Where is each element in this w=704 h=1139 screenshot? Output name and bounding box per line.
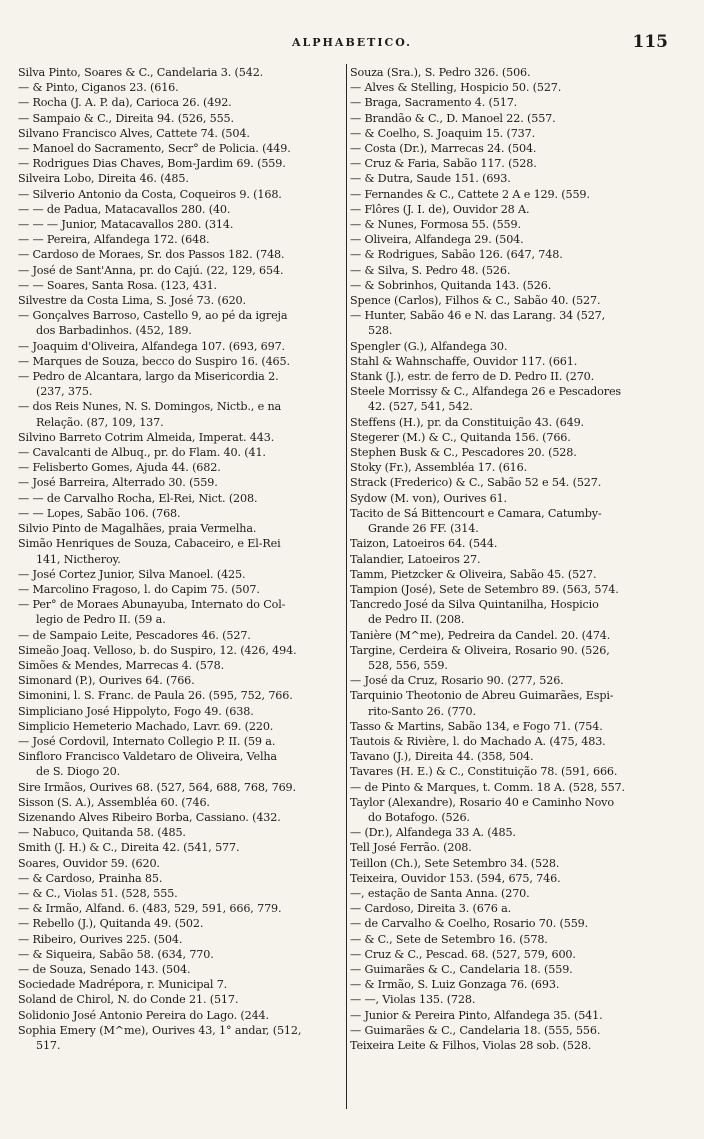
directory-entry <box>350 992 682 1007</box>
directory-entry <box>350 202 682 217</box>
directory-entry <box>350 1038 682 1053</box>
directory-entry <box>18 263 345 278</box>
entry-text: Sire Irmãos, Ourives 68. (527, 564, 688, 768, 769. <box>18 780 296 794</box>
entry-text: Soland de Chirol, N. do Conde 21. (517. <box>18 993 239 1007</box>
column-divider <box>346 64 347 1109</box>
entry-text: — — Lopes, Sabão 106. (768. <box>18 506 181 520</box>
entry-text: Taylor (Alexandre), Rosario 40 e Caminho Novo <box>350 795 614 809</box>
entry-text: — Cardoso, Direita 3. (676 a. <box>350 902 512 916</box>
entry-text: Silvino Barreto Cotrim Almeida, Imperat. 443. <box>18 430 275 444</box>
directory-entry <box>350 80 682 95</box>
entry-text: Strack (Frederico) & C., Sabão 52 e 54. (527. <box>350 476 602 490</box>
directory-entry <box>18 947 345 962</box>
directory-entry <box>350 977 682 992</box>
entry-text: Targine, Cerdeira & Oliveira, Rosario 90. (526, <box>350 643 610 657</box>
entry-text: Tarquinio Theotonio de Abreu Guimarães, Espi- <box>350 689 614 703</box>
entry-text: — Gonçalves Barroso, Castello 9, ao pé da igreja <box>18 309 288 323</box>
entry-continuation: (237, 375. <box>36 385 93 399</box>
entry-text: Sinfloro Francisco Valdetaro de Oliveira, Velha <box>18 750 277 764</box>
directory-entry <box>350 171 682 186</box>
directory-entry <box>18 308 345 338</box>
entry-text: — Silverio Antonio da Costa, Coqueiros 9. (168. <box>18 187 282 201</box>
directory-entry <box>350 628 682 643</box>
entry-text: — Junior & Pereira Pinto, Alfandega 35. (541. <box>350 1008 603 1022</box>
entry-text: — Alves & Stelling, Hospicio 50. (527. <box>350 81 562 95</box>
directory-entry <box>18 187 345 202</box>
entry-text: Tavares (H. E.) & C., Constituição 78. (591, 666. <box>350 765 618 779</box>
entry-continuation: 517. <box>36 1039 61 1052</box>
directory-entry <box>350 871 682 886</box>
directory-entry <box>18 95 345 110</box>
entry-text: — & Silva, S. Pedro 48. (526. <box>350 263 511 277</box>
entry-text: Simeão Joaq. Velloso, b. do Suspiro, 12. (426, 494. <box>18 643 297 657</box>
entry-text: Sizenando Alves Ribeiro Borba, Cassiano. (432. <box>18 810 281 824</box>
directory-entry <box>350 916 682 931</box>
entry-text: Simonard (P.), Ourives 64. (766. <box>18 674 195 688</box>
directory-entry <box>18 734 345 749</box>
directory-entry <box>18 399 345 429</box>
directory-entry <box>18 673 345 688</box>
directory-entry <box>18 962 345 977</box>
entry-text: Silveira Lobo, Direita 46. (485. <box>18 172 189 186</box>
entry-text: Teixeira Leite & Filhos, Violas 28 sob. (528. <box>350 1039 592 1052</box>
directory-entry <box>350 552 682 567</box>
entry-text: Spengler (G.), Alfandega 30. <box>350 339 508 353</box>
directory-entry <box>18 597 345 627</box>
entry-text: — Guimarães & C., Candelaria 18. (555, 556. <box>350 1023 601 1037</box>
directory-entry <box>350 415 682 430</box>
directory-entry <box>18 202 345 217</box>
entry-text: Taizon, Latoeiros 64. (544. <box>350 537 498 551</box>
entry-text: Tavano (J.), Direita 44. (358, 504. <box>350 750 534 764</box>
entry-text: Tasso & Martins, Sabão 134, e Fogo 71. (754. <box>350 719 603 733</box>
directory-entry <box>18 171 345 186</box>
directory-entry <box>350 856 682 871</box>
directory-entry <box>18 825 345 840</box>
entry-text: Soares, Ouvidor 59. (620. <box>18 856 160 870</box>
entry-text: Spence (Carlos), Filhos & C., Sabão 40. (527. <box>350 294 601 308</box>
entry-text: — Guimarães & C., Candelaria 18. (559. <box>350 962 573 976</box>
entry-continuation: rito-Santo 26. (770. <box>368 704 476 718</box>
entry-text: — & C., Sete de Setembro 16. (578. <box>350 932 548 946</box>
directory-entry <box>18 886 345 901</box>
directory-entry <box>18 658 345 673</box>
directory-entry <box>18 795 345 810</box>
directory-entry <box>350 734 682 749</box>
entry-text: — José de Sant'Anna, pr. do Cajú. (22, 129, 654. <box>18 263 284 277</box>
entry-text: — — de Padua, Matacavallos 280. (40. <box>18 202 231 216</box>
entry-text: —, estação de Santa Anna. (270. <box>350 886 530 900</box>
entry-text: Simplicio Hemeterio Machado, Lavr. 69. (220. <box>18 719 274 733</box>
entry-text: — Cardoso de Moraes, Sr. dos Passos 182. (748. <box>18 248 285 262</box>
directory-entry <box>350 764 682 779</box>
entry-text: — Cruz & C., Pescad. 68. (527, 579, 600. <box>350 947 576 961</box>
entry-text: — Sampaio & C., Direita 94. (526, 555. <box>18 111 234 125</box>
directory-entry <box>350 247 682 262</box>
entry-text: — José da Cruz, Rosario 90. (277, 526. <box>350 674 564 688</box>
entry-text: — (Dr.), Alfandega 33 A. (485. <box>350 826 516 840</box>
directory-entry <box>350 840 682 855</box>
entry-text: Simões & Mendes, Marrecas 4. (578. <box>18 658 225 672</box>
entry-text: — Braga, Sacramento 4. (517. <box>350 96 518 110</box>
entry-text: Stahl & Wahnschaffe, Ouvidor 117. (661. <box>350 354 578 368</box>
entry-continuation: 528. <box>368 324 393 338</box>
entry-text: Stephen Busk & C., Pescadores 20. (528. <box>350 446 577 460</box>
entry-text: Souza (Sra.), S. Pedro 326. (506. <box>350 66 531 79</box>
directory-entry <box>350 886 682 901</box>
entry-continuation: do Botafogo. (526. <box>368 810 470 824</box>
directory-entry <box>350 369 682 384</box>
entry-text: — de Souza, Senado 143. (504. <box>18 962 191 976</box>
directory-entry <box>350 688 682 718</box>
directory-entry <box>18 445 345 460</box>
entry-text: — Ribeiro, Ourives 225. (504. <box>18 932 183 946</box>
directory-entry <box>18 643 345 658</box>
directory-entry <box>18 430 345 445</box>
directory-entry <box>18 1008 345 1023</box>
entry-text: — & Nunes, Formosa 55. (559. <box>350 218 521 232</box>
directory-entry <box>350 156 682 171</box>
entry-text: — Cavalcanti de Albuq., pr. do Flam. 40. (41. <box>18 446 266 460</box>
entry-text: Tautois & Rivière, l. do Machado A. (475, 483. <box>350 734 606 748</box>
entry-text: — Hunter, Sabão 46 e N. das Larang. 34 (527, <box>350 309 606 323</box>
entry-text: Tacito de Sá Bittencourt e Camara, Catumby- <box>350 506 602 520</box>
directory-entry <box>350 901 682 916</box>
entry-text: — Oliveira, Alfandega 29. (504. <box>350 233 524 247</box>
entry-continuation: dos Barbadinhos. (452, 189. <box>36 324 192 338</box>
entry-text: Silvano Francisco Alves, Cattete 74. (504. <box>18 126 250 140</box>
directory-entry <box>350 430 682 445</box>
directory-entry <box>350 719 682 734</box>
entry-text: — — Pereira, Alfandega 172. (648. <box>18 233 210 247</box>
entry-text: — José Cortez Junior, Silva Manoel. (425. <box>18 567 246 581</box>
entry-text: Stegerer (M.) & C., Quitanda 156. (766. <box>350 430 571 444</box>
directory-entry <box>350 491 682 506</box>
entry-text: — José Cordovil, Internato Collegio P. II. (59 a. <box>18 734 276 748</box>
directory-entry <box>350 445 682 460</box>
directory-entry <box>18 232 345 247</box>
entry-text: Stank (J.), estr. de ferro de D. Pedro II. (270. <box>350 370 595 384</box>
entry-continuation: de S. Diogo 20. <box>36 765 120 779</box>
directory-entry <box>18 536 345 566</box>
entry-text: — & Irmão, Alfand. 6. (483, 529, 591, 666, 779. <box>18 902 282 916</box>
directory-entry <box>18 628 345 643</box>
entry-text: — de Carvalho & Coelho, Rosario 70. (559. <box>350 917 589 931</box>
directory-entry <box>350 278 682 293</box>
directory-entry <box>18 719 345 734</box>
entry-text: — & Pinto, Ciganos 23. (616. <box>18 81 179 95</box>
directory-entry <box>350 95 682 110</box>
directory-entry <box>18 521 345 536</box>
directory-entry <box>350 947 682 962</box>
directory-entry <box>18 293 345 308</box>
directory-entry <box>350 932 682 947</box>
directory-entry <box>350 1008 682 1023</box>
directory-entry <box>350 217 682 232</box>
directory-entry <box>350 141 682 156</box>
entry-text: — & Irmão, S. Luiz Gonzaga 76. (693. <box>350 978 560 992</box>
entry-text: — — Soares, Santa Rosa. (123, 431. <box>18 278 217 292</box>
entry-text: — José Barreira, Alterrado 30. (559. <box>18 476 218 490</box>
directory-entry <box>18 278 345 293</box>
directory-entry <box>18 141 345 156</box>
directory-entry <box>350 582 682 597</box>
directory-entry <box>18 810 345 825</box>
entry-text: — — — Junior, Matacavallos 280. (314. <box>18 218 234 232</box>
directory-entry <box>350 536 682 551</box>
entry-text: — & Sobrinhos, Quitanda 143. (526. <box>350 278 552 292</box>
directory-entry <box>18 749 345 779</box>
entry-text: Tampion (José), Sete de Setembro 89. (563, 574. <box>350 582 619 596</box>
entry-text: — — de Carvalho Rocha, El-Rei, Nict. (208. <box>18 491 258 505</box>
entry-continuation: 141, Nictheroy. <box>36 552 121 566</box>
directory-entry <box>350 308 682 338</box>
directory-entry <box>350 780 682 795</box>
directory-entry <box>18 992 345 1007</box>
directory-entry <box>18 582 345 597</box>
entry-text: — Flôres (J. I. de), Ouvidor 28 A. <box>350 202 530 216</box>
entry-text: — Rebello (J.), Quitanda 49. (502. <box>18 917 204 931</box>
page-header <box>0 32 704 56</box>
entry-text: — Nabuco, Quitanda 58. (485. <box>18 826 186 840</box>
directory-entry <box>350 65 682 80</box>
entry-continuation: Relação. (87, 109, 137. <box>36 415 164 429</box>
directory-entry <box>350 475 682 490</box>
entry-text: Sisson (S. A.), Assembléa 60. (746. <box>18 795 210 809</box>
entry-text: — —, Violas 135. (728. <box>350 993 476 1007</box>
directory-entry <box>350 962 682 977</box>
directory-entry <box>18 567 345 582</box>
entry-text: — de Sampaio Leite, Pescadores 46. (527. <box>18 628 251 642</box>
directory-entry <box>18 111 345 126</box>
entry-text: — & C., Violas 51. (528, 555. <box>18 886 178 900</box>
directory-entry <box>18 977 345 992</box>
entry-text: Silvestre da Costa Lima, S. José 73. (620. <box>18 294 246 308</box>
left-column <box>18 65 345 1053</box>
directory-entry <box>18 932 345 947</box>
entry-text: Simonini, l. S. Franc. de Paula 26. (595, 752, 766. <box>18 689 293 703</box>
entry-text: — Joaquim d'Oliveira, Alfandega 107. (693, 697. <box>18 339 285 353</box>
directory-entry <box>18 688 345 703</box>
directory-entry <box>350 460 682 475</box>
entry-text: — & Coelho, S. Joaquim 15. (737. <box>350 126 536 140</box>
directory-entry <box>350 111 682 126</box>
entry-continuation: 528, 556, 559. <box>368 658 448 672</box>
entry-text: Tell José Ferrão. (208. <box>350 841 472 855</box>
directory-entry <box>350 232 682 247</box>
entry-text: Simpliciano José Hippolyto, Fogo 49. (638. <box>18 704 254 718</box>
entry-text: — Rocha (J. A. P. da), Carioca 26. (492. <box>18 96 232 110</box>
entry-text: — & Siqueira, Sabão 58. (634, 770. <box>18 947 214 961</box>
directory-entry <box>18 506 345 521</box>
entry-text: Silvio Pinto de Magalhães, praia Vermelha. <box>18 522 257 536</box>
entry-text: Sophia Emery (M^me), Ourives 43, 1° andar, (512, <box>18 1023 302 1037</box>
directory-entry <box>18 65 345 80</box>
directory-entry <box>350 506 682 536</box>
directory-entry <box>350 749 682 764</box>
entry-text: — Manoel do Sacramento, Secr° de Policia. (449. <box>18 142 291 156</box>
directory-entry <box>350 597 682 627</box>
directory-entry <box>350 126 682 141</box>
directory-entry <box>350 354 682 369</box>
directory-entry <box>18 339 345 354</box>
directory-entry <box>18 369 345 399</box>
entry-text: — & Cardoso, Prainha 85. <box>18 871 163 885</box>
entry-continuation: de Pedro II. (208. <box>368 613 465 627</box>
directory-entry <box>350 187 682 202</box>
entry-text: Tancredo José da Silva Quintanilha, Hospicio <box>350 598 599 612</box>
entry-text: — dos Reis Nunes, N. S. Domingos, Nictb., e na <box>18 400 282 414</box>
entry-text: Stoky (Fr.), Assembléa 17. (616. <box>350 461 528 475</box>
entry-text: — Marcolino Fragoso, l. do Capim 75. (507. <box>18 582 260 596</box>
entry-text: Steffens (H.), pr. da Constituição 43. (649. <box>350 415 584 429</box>
entry-text: — Pedro de Alcantara, largo da Misericordia 2. <box>18 370 279 384</box>
entry-text: Tamm, Pietzcker & Oliveira, Sabão 45. (527. <box>350 567 597 581</box>
entry-text: Solidonio José Antonio Pereira do Lago. (244. <box>18 1008 269 1022</box>
entry-text: Sociedade Madrépora, r. Municipal 7. <box>18 978 228 992</box>
entry-text: — Brandão & C., D. Manoel 22. (557. <box>350 111 556 125</box>
entry-text: Steele Morrissy & C., Alfandega 26 e Pescadores <box>350 385 622 399</box>
directory-entry <box>18 491 345 506</box>
page-number: 115 <box>632 32 668 52</box>
directory-entry <box>18 856 345 871</box>
entry-text: — & Dutra, Saude 151. (693. <box>350 172 511 186</box>
entry-text: Teillon (Ch.), Sete Setembro 34. (528. <box>350 856 560 870</box>
entry-text: Tanière (M^me), Pedreira da Candel. 20. (474. <box>350 628 611 642</box>
directory-entry <box>18 80 345 95</box>
directory-entry <box>18 1023 345 1053</box>
directory-entry <box>18 247 345 262</box>
directory-entry <box>350 1023 682 1038</box>
directory-entry <box>18 780 345 795</box>
right-column <box>350 65 682 1053</box>
directory-entry <box>18 901 345 916</box>
entry-text: Silva Pinto, Soares & C., Candelaria 3. (542. <box>18 66 264 79</box>
entry-continuation: Grande 26 FF. (314. <box>368 522 479 536</box>
entry-text: Talandier, Latoeiros 27. <box>350 552 481 566</box>
entry-text: Simão Henriques de Souza, Cabaceiro, e El-Rei <box>18 537 281 551</box>
directory-entry <box>18 156 345 171</box>
directory-entry <box>18 460 345 475</box>
directory-entry <box>350 384 682 414</box>
directory-entry <box>18 126 345 141</box>
entry-text: Smith (J. H.) & C., Direita 42. (541, 577. <box>18 841 240 855</box>
entry-continuation: legio de Pedro II. (59 a. <box>36 613 166 627</box>
directory-entry <box>350 339 682 354</box>
entry-text: — Rodrigues Dias Chaves, Bom-Jardim 69. (559. <box>18 157 286 171</box>
directory-entry <box>350 643 682 673</box>
directory-entry <box>18 871 345 886</box>
entry-text: — Felisberto Gomes, Ajuda 44. (682. <box>18 461 221 475</box>
entry-text: — & Rodrigues, Sabão 126. (647, 748. <box>350 248 563 262</box>
entry-text: — de Pinto & Marques, t. Comm. 18 A. (528, 557. <box>350 780 625 794</box>
directory-entry <box>350 673 682 688</box>
entry-text: — Fernandes & C., Cattete 2 A e 129. (559. <box>350 187 590 201</box>
entry-text: — Costa (Dr.), Marrecas 24. (504. <box>350 142 537 156</box>
entry-text: — Cruz & Faria, Sabão 117. (528. <box>350 157 537 171</box>
directory-entry <box>350 795 682 825</box>
directory-entry <box>350 263 682 278</box>
directory-entry <box>350 567 682 582</box>
entry-text: — Marques de Souza, becco do Suspiro 16. (465. <box>18 354 290 368</box>
directory-entry <box>350 293 682 308</box>
directory-entry <box>18 475 345 490</box>
entry-text: Teixeira, Ouvidor 153. (594, 675, 746. <box>350 871 561 885</box>
directory-entry <box>18 840 345 855</box>
entry-text: Sydow (M. von), Ourives 61. <box>350 491 507 505</box>
entry-continuation: 42. (527, 541, 542. <box>368 400 473 414</box>
directory-entry <box>18 217 345 232</box>
directory-entry <box>350 825 682 840</box>
directory-entry <box>18 354 345 369</box>
directory-entry <box>18 916 345 931</box>
entry-text: — Per° de Moraes Abunayuba, Internato do Col- <box>18 598 286 612</box>
running-title: ALPHABETICO. <box>291 36 412 49</box>
directory-entry <box>18 704 345 719</box>
